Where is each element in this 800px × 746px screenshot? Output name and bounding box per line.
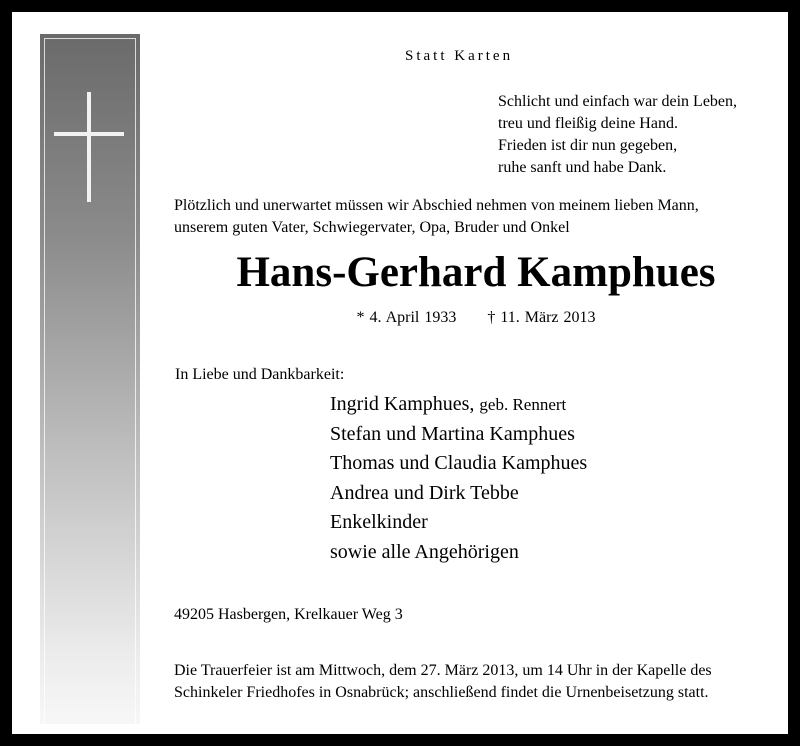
funeral-line: Schinkeler Friedhofes in Osnabrück; anschließend findet die Urnenbeisetzung statt. bbox=[174, 684, 709, 701]
mourner-line bbox=[330, 390, 587, 420]
obituary-notice bbox=[12, 12, 788, 734]
statt-karten-heading: Statt Karten bbox=[405, 48, 514, 64]
poem-line: ruhe sanft und habe Dank. bbox=[498, 159, 667, 176]
deceased-name: Hans-Gerhard Kamphues bbox=[236, 249, 716, 296]
poem bbox=[498, 91, 737, 179]
mourner-name: Ingrid Kamphues, bbox=[330, 393, 475, 415]
mourner-maiden-name: geb. Rennert bbox=[479, 395, 567, 414]
cross-icon bbox=[87, 92, 91, 202]
mourner-line: Andrea und Dirk Tebbe bbox=[330, 481, 519, 504]
address: 49205 Hasbergen, Krelkauer Weg 3 bbox=[174, 606, 403, 623]
poem-line: Frieden ist dir nun gegeben, bbox=[498, 137, 678, 154]
intro-line: Plötzlich und unerwartet müssen wir Abschied nehmen von meinem lieben Mann, bbox=[174, 197, 699, 214]
mourners-list bbox=[330, 390, 587, 567]
life-dates bbox=[174, 309, 778, 327]
funeral-info bbox=[174, 660, 778, 704]
intro-text bbox=[174, 195, 778, 239]
mourner-line: Stefan und Martina Kamphues bbox=[330, 422, 575, 445]
funeral-line: Die Trauerfeier ist am Mittwoch, dem 27. März 2013, um 14 Uhr in der Kapelle des bbox=[174, 662, 712, 679]
mourner-line: Enkelkinder bbox=[330, 511, 428, 533]
poem-line: treu und fleißig deine Hand. bbox=[498, 115, 678, 132]
decorative-side-bar bbox=[40, 34, 140, 724]
mourner-line: sowie alle Angehörigen bbox=[330, 540, 519, 563]
birth-date: * 4. April 1933 bbox=[356, 309, 457, 326]
cross-icon-crossbar bbox=[54, 132, 124, 136]
mourners-heading: In Liebe und Dankbarkeit: bbox=[175, 366, 345, 383]
death-date: † 11. März 2013 bbox=[487, 309, 596, 326]
intro-line: unserem guten Vater, Schwiegervater, Opa, Bruder und Onkel bbox=[174, 219, 570, 236]
mourner-line: Thomas und Claudia Kamphues bbox=[330, 452, 588, 474]
poem-line: Schlicht und einfach war dein Leben, bbox=[498, 93, 738, 110]
